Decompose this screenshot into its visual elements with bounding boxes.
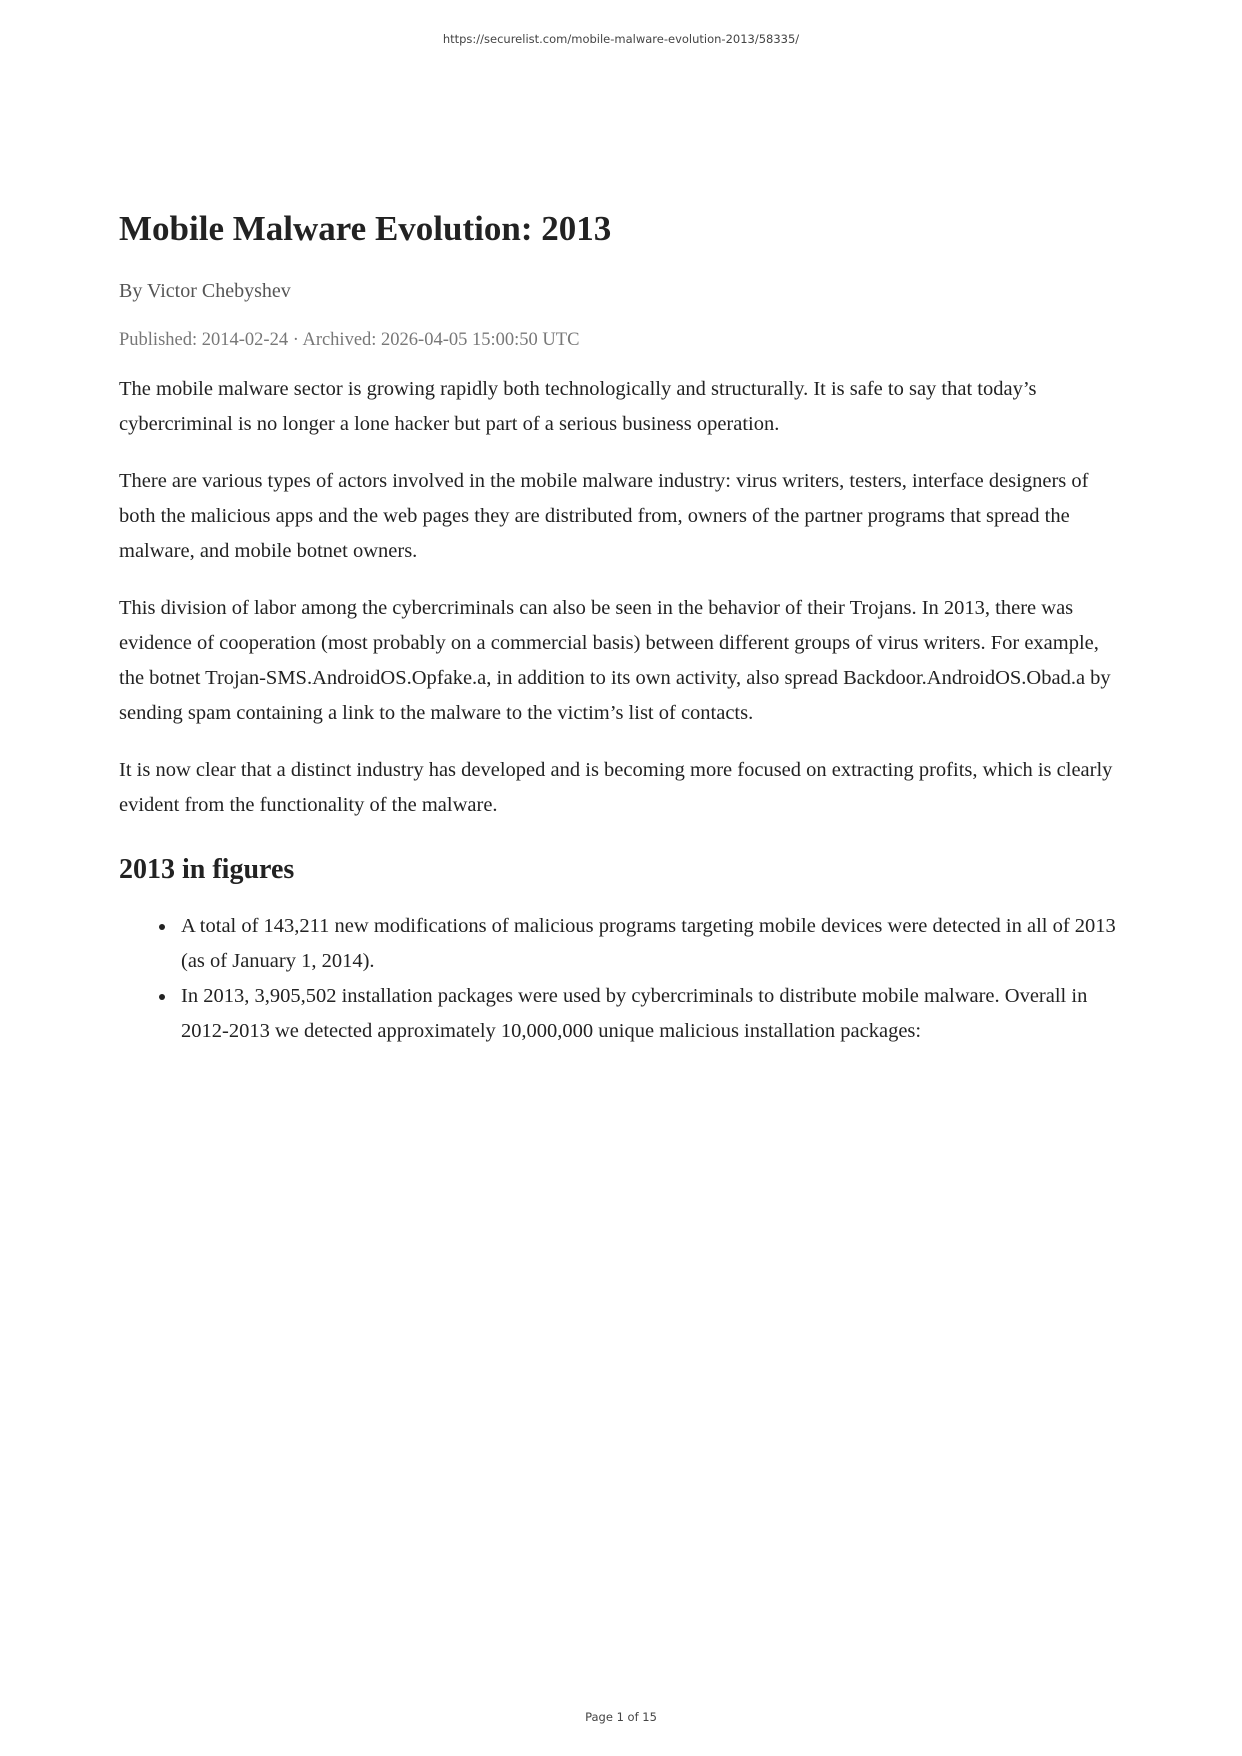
list-item-text: In 2013, 3,905,502 installation packages were used by cybercriminals to distribute mobile malware. Overall in 2012-2013 we detected approximately 10,000,000 unique malicious installation packages: xyxy=(181,984,1088,1042)
section-heading: 2013 in figures xyxy=(119,854,295,886)
article-byline: By Victor Chebyshev xyxy=(119,280,291,302)
article-paragraph: It is now clear that a distinct industry has developed and is becoming more focused on extracting profits, which is clearly evident from the functionality of the malware. xyxy=(119,759,1113,817)
list-item xyxy=(181,909,1129,979)
list-item-text: A total of 143,211 new modifications of malicious programs targeting mobile devices were detected in all of 2013 (as of January 1, 2014). xyxy=(181,914,1116,972)
article-paragraph: This division of labor among the cybercriminals can also be seen in the behavior of their Trojans. In 2013, there was evidence of cooperation (most probably on a commercial basis) between different groups of virus writers. For example, the botnet Trojan-SMS.AndroidOS.Opfake.a, in addition to its own activity, also spread Backdoor.AndroidOS.Obad.a by sending spam containing a link to the malware to the victim’s list of contacts. xyxy=(119,597,1111,725)
article-paragraph: There are various types of actors involved in the mobile malware industry: virus writers, testers, interface designers of both the malicious apps and the web pages they are distributed from, owners of the partner programs that spread the malware, and mobile botnet owners. xyxy=(119,470,1089,563)
figures-list xyxy=(119,909,1129,1049)
page-url-header: https://securelist.com/mobile-malware-evolution-2013/58335/ xyxy=(442,32,800,46)
article-meta: Published: 2014-02-24 · Archived: 2026-04-05 15:00:50 UTC xyxy=(119,330,580,350)
page-number: Page 1 of 15 xyxy=(585,1710,657,1724)
article-paragraph: The mobile malware sector is growing rapidly both technologically and structurally. It is safe to say that today’s cybercriminal is no longer a lone hacker but part of a serious business operation. xyxy=(119,378,1037,436)
article xyxy=(119,208,1129,1049)
article-title: Mobile Malware Evolution: 2013 xyxy=(119,209,612,248)
bullet-icon xyxy=(159,994,165,1000)
bullet-icon xyxy=(159,924,165,930)
list-item xyxy=(181,979,1129,1049)
